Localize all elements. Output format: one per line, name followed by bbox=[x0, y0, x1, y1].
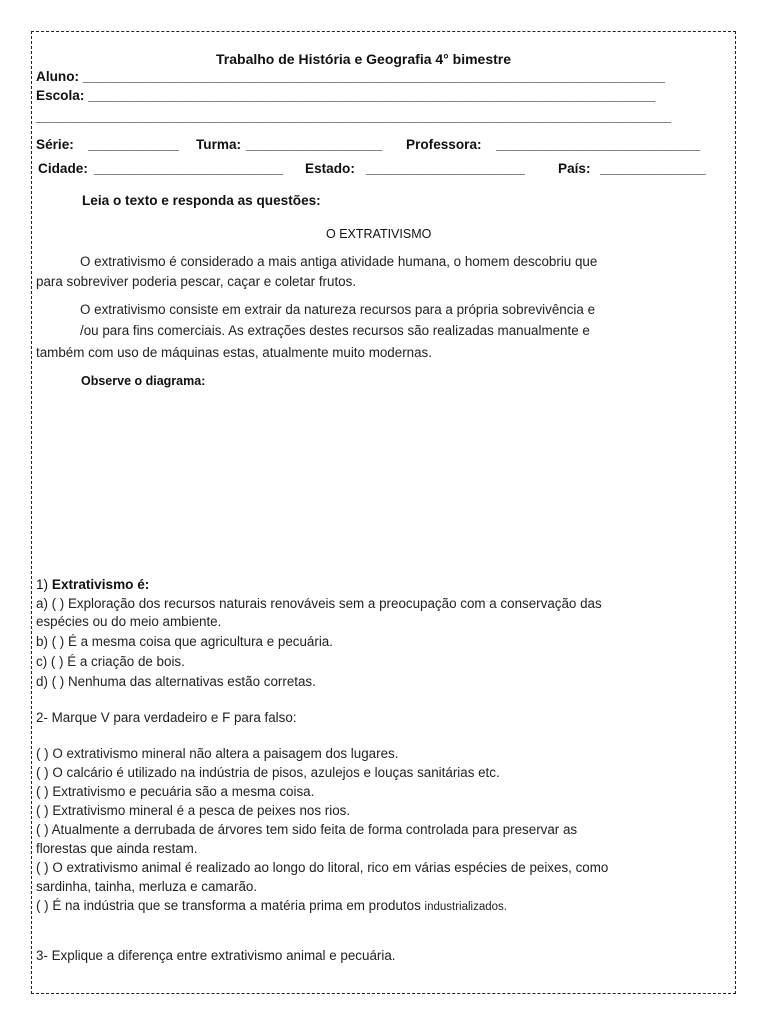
turma-field[interactable]: __________________ bbox=[246, 137, 383, 152]
q1-option-a-line-1: a) ( ) Exploração dos recursos naturais renováveis sem a preocupação com a conservação das bbox=[36, 596, 602, 611]
professora-field[interactable]: ___________________________ bbox=[496, 137, 701, 152]
aluno-field[interactable]: Aluno: _____________________________________________________________________________ bbox=[36, 69, 665, 84]
q2-item-4: ( ) Extrativismo mineral é a pesca de peixes nos rios. bbox=[36, 803, 351, 818]
q2-item-6-line-1: ( ) O extrativismo animal é realizado ao longo do litoral, rico em várias espécies de peixes, como bbox=[36, 860, 609, 875]
cidade-field[interactable]: _________________________ bbox=[94, 161, 284, 176]
paragraph-1-line-2: para sobreviver poderia pescar, caçar e coletar frutos. bbox=[36, 274, 357, 289]
serie-label: Série: bbox=[36, 137, 74, 152]
paragraph-2-line-2: /ou para fins comerciais. As extrações destes recursos são realizadas manualmente e bbox=[80, 323, 590, 338]
paragraph-1-line-1: O extrativismo é considerado a mais antiga atividade humana, o homem descobriu que bbox=[80, 254, 598, 269]
observe-diagram: Observe o diagrama: bbox=[81, 374, 206, 388]
q2-item-5-line-1: ( ) Atualmente a derrubada de árvores tem sido feita de forma controlada para preservar as bbox=[36, 822, 578, 837]
question-3-title: 3- Explique a diferença entre extrativismo animal e pecuária. bbox=[36, 948, 396, 963]
text-title: O EXTRATIVISMO bbox=[326, 227, 432, 241]
page-title: Trabalho de História e Geografia 4° bimestre bbox=[216, 51, 512, 67]
estado-field[interactable]: _____________________ bbox=[366, 161, 525, 176]
q2-item-6-line-2: sardinha, tainha, merluza e camarão. bbox=[36, 879, 258, 894]
paragraph-2-line-3: também com uso de máquinas estas, atualmente muito modernas. bbox=[36, 345, 432, 360]
q2-item-7-main: ( ) É na indústria que se transforma a matéria prima em produtos bbox=[36, 898, 421, 913]
serie-field[interactable]: ____________ bbox=[88, 137, 179, 152]
q2-item-7-small: industrializados. bbox=[424, 901, 507, 913]
q2-item-3: ( ) Extrativismo e pecuária são a mesma coisa. bbox=[36, 784, 315, 799]
turma-label: Turma: bbox=[196, 137, 242, 152]
q1-option-b: b) ( ) É a mesma coisa que agricultura e pecuária. bbox=[36, 634, 333, 649]
q2-item-2: ( ) O calcário é utilizado na indústria de pisos, azulejos e louças sanitárias etc. bbox=[36, 765, 500, 780]
paragraph-2-line-1: O extrativismo consiste em extrair da natureza recursos para a própria sobrevivência e bbox=[80, 302, 596, 317]
question-1-number: 1) bbox=[36, 577, 49, 592]
estado-label: Estado: bbox=[305, 161, 355, 176]
q2-item-5-line-2: florestas que ainda restam. bbox=[36, 841, 198, 856]
pais-label: País: bbox=[558, 161, 591, 176]
q1-option-c: c) ( ) É a criação de bois. bbox=[36, 654, 185, 669]
instruction: Leia o texto e responda as questões: bbox=[82, 193, 321, 208]
q1-option-d: d) ( ) Nenhuma das alternativas estão corretas. bbox=[36, 674, 316, 689]
q1-option-a-line-2: espécies ou do meio ambiente. bbox=[36, 614, 222, 629]
professora-label: Professora: bbox=[406, 137, 482, 152]
q2-item-1: ( ) O extrativismo mineral não altera a paisagem dos lugares. bbox=[36, 746, 399, 761]
question-2-title: 2- Marque V para verdadeiro e F para falso: bbox=[36, 710, 297, 725]
q2-item-7 bbox=[36, 897, 507, 916]
pais-field[interactable]: ______________ bbox=[600, 161, 706, 176]
cidade-label: Cidade: bbox=[38, 161, 88, 176]
extra-line-field[interactable]: ____________________________________________________________________________________ bbox=[36, 109, 672, 124]
question-1-heading: Extrativismo é: bbox=[51, 577, 150, 592]
question-1-title bbox=[36, 576, 149, 594]
escola-field[interactable]: Escola: ___________________________________________________________________________ bbox=[36, 88, 656, 103]
